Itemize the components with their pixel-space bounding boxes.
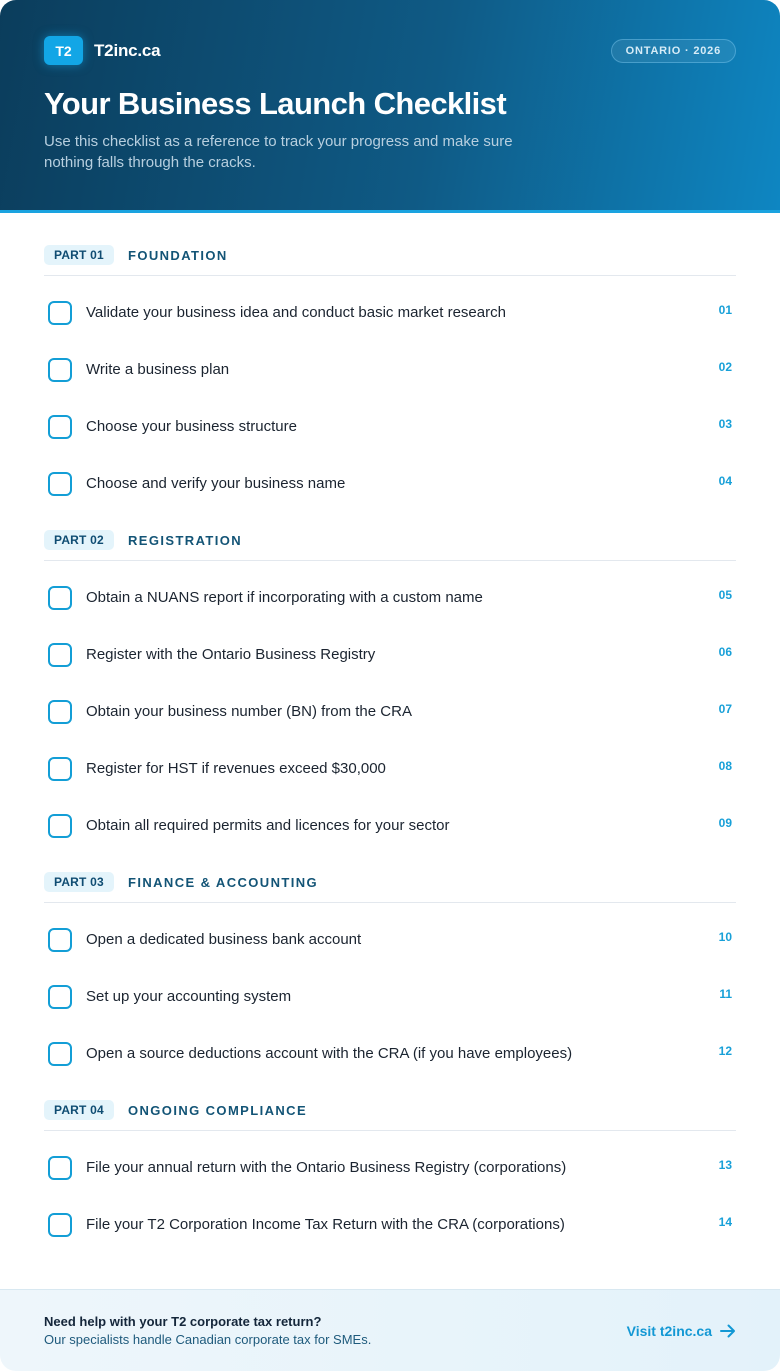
item-number: 05 xyxy=(718,588,732,602)
item-number: 13 xyxy=(718,1158,732,1172)
logo-badge: T2 xyxy=(44,36,83,65)
section-title: REGISTRATION xyxy=(128,533,243,548)
checklist-items xyxy=(44,561,736,857)
checklist-section xyxy=(44,1085,736,1256)
checklist-sections xyxy=(44,230,736,1256)
visit-site-link[interactable] xyxy=(627,1323,736,1339)
section-header xyxy=(44,857,736,903)
checkbox[interactable] xyxy=(48,928,72,952)
checklist-item-label: Register for HST if revenues exceed $30,000 xyxy=(86,760,386,777)
checklist-item xyxy=(44,1028,736,1085)
checkbox[interactable] xyxy=(48,301,72,325)
checklist-items xyxy=(44,276,736,515)
item-number: 10 xyxy=(718,930,732,944)
section-title: ONGOING COMPLIANCE xyxy=(128,1103,308,1118)
checkbox[interactable] xyxy=(48,1213,72,1237)
checkbox[interactable] xyxy=(48,985,72,1009)
item-number: 09 xyxy=(718,816,732,830)
checkbox[interactable] xyxy=(48,586,72,610)
checklist-items xyxy=(44,903,736,1085)
header xyxy=(0,0,780,213)
arrow-right-icon xyxy=(720,1324,736,1338)
checklist-items xyxy=(44,1131,736,1256)
checkbox[interactable] xyxy=(48,472,72,496)
checklist-item-label: Choose and verify your business name xyxy=(86,475,346,492)
footer-title: Need help with your T2 corporate tax return? xyxy=(44,1314,322,1329)
checklist-section xyxy=(44,857,736,1085)
item-number: 01 xyxy=(718,303,732,317)
part-tag: PART 04 xyxy=(44,1100,114,1120)
footer-subtitle: Our specialists handle Canadian corporate tax for SMEs. xyxy=(44,1332,372,1347)
checklist-item xyxy=(44,971,736,1028)
visit-site-label: Visit t2inc.ca xyxy=(626,1323,712,1339)
checklist-item xyxy=(44,572,736,629)
checkbox[interactable] xyxy=(48,358,72,382)
part-tag: PART 01 xyxy=(44,245,114,265)
section-title: FOUNDATION xyxy=(128,248,228,263)
checklist-item-label: Open a source deductions account with the CRA (if you have employees) xyxy=(86,1045,573,1062)
checkbox[interactable] xyxy=(48,1156,72,1180)
section-header xyxy=(44,230,736,276)
checklist-item-label: File your annual return with the Ontario Business Registry (corporations) xyxy=(86,1159,567,1176)
checkbox[interactable] xyxy=(48,757,72,781)
checkbox[interactable] xyxy=(48,415,72,439)
checklist-item xyxy=(44,743,736,800)
item-number: 02 xyxy=(718,360,732,374)
checklist-item-label: Obtain a NUANS report if incorporating with a custom name xyxy=(86,589,483,606)
checklist-item xyxy=(44,1199,736,1256)
checkbox[interactable] xyxy=(48,814,72,838)
section-header xyxy=(44,515,736,561)
page-title: Your Business Launch Checklist xyxy=(44,86,507,121)
checklist-item xyxy=(44,344,736,401)
checklist-item-label: File your T2 Corporation Income Tax Return with the CRA (corporations) xyxy=(86,1216,565,1233)
checklist-item xyxy=(44,629,736,686)
checklist-item-label: Obtain all required permits and licences for your sector xyxy=(86,817,450,834)
item-number: 14 xyxy=(718,1215,732,1229)
checklist-item xyxy=(44,458,736,515)
checklist-item-label: Choose your business structure xyxy=(86,418,297,435)
checkbox[interactable] xyxy=(48,700,72,724)
checklist-section xyxy=(44,230,736,515)
checklist-item xyxy=(44,800,736,857)
checklist-item xyxy=(44,287,736,344)
item-number: 06 xyxy=(718,645,732,659)
checkbox[interactable] xyxy=(48,1042,72,1066)
item-number: 08 xyxy=(718,759,732,773)
region-badge: ONTARIO · 2026 xyxy=(611,39,736,63)
item-number: 07 xyxy=(718,702,732,716)
part-tag: PART 02 xyxy=(44,530,114,550)
checklist-item-label: Validate your business idea and conduct basic market research xyxy=(86,304,506,321)
footer-cta xyxy=(0,1289,780,1371)
page-subtitle: Use this checklist as a reference to track your progress and make sure nothing falls through the cracks. xyxy=(44,133,513,171)
checklist-item xyxy=(44,1142,736,1199)
checklist-item-label: Set up your accounting system xyxy=(86,988,292,1005)
section-header xyxy=(44,1085,736,1131)
brand-name: T2inc.ca xyxy=(94,41,161,60)
checklist-item-label: Write a business plan xyxy=(86,361,230,378)
checklist-item-label: Register with the Ontario Business Registry xyxy=(86,646,376,663)
checkbox[interactable] xyxy=(48,643,72,667)
part-tag: PART 03 xyxy=(44,872,114,892)
checklist-item xyxy=(44,686,736,743)
item-number: 04 xyxy=(718,474,732,488)
item-number: 12 xyxy=(718,1044,732,1058)
checklist-section xyxy=(44,515,736,857)
checklist-item xyxy=(44,401,736,458)
section-title: FINANCE & ACCOUNTING xyxy=(128,875,319,890)
checklist-item xyxy=(44,914,736,971)
checklist-item-label: Obtain your business number (BN) from the CRA xyxy=(86,703,412,720)
item-number: 11 xyxy=(719,987,732,1001)
checklist-item-label: Open a dedicated business bank account xyxy=(86,931,362,948)
item-number: 03 xyxy=(718,417,732,431)
